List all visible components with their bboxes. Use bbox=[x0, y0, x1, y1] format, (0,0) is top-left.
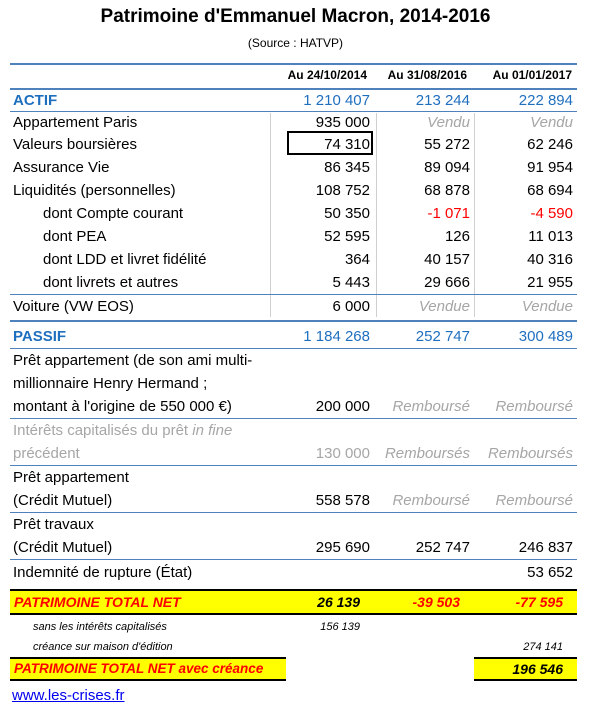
passif-value-2014: 1 184 268 bbox=[303, 328, 370, 345]
cell-value: -4 590 bbox=[530, 205, 573, 222]
cell-value: 295 690 bbox=[315, 539, 370, 556]
cell-value: 40 316 bbox=[527, 251, 573, 268]
table-row bbox=[10, 395, 577, 418]
cell-value: 91 954 bbox=[527, 159, 573, 176]
actif-value-2014: 1 210 407 bbox=[303, 92, 370, 109]
row-label: précédent bbox=[13, 445, 80, 462]
page-title: Patrimoine d'Emmanuel Macron, 2014-2016 bbox=[100, 6, 491, 27]
cell-value: 252 747 bbox=[415, 539, 470, 556]
cell-value: Vendu bbox=[427, 114, 470, 131]
passif-label: PASSIF bbox=[13, 328, 67, 345]
row-label: Valeurs boursières bbox=[13, 136, 137, 153]
cell-value: Vendue bbox=[418, 298, 470, 315]
cell-value: 6 000 bbox=[332, 298, 370, 315]
table-row bbox=[10, 179, 577, 202]
cell-value: 74 310 bbox=[324, 136, 370, 153]
total-value-2016: -39 503 bbox=[412, 594, 460, 610]
row-label: (Crédit Mutuel) bbox=[13, 539, 113, 556]
table-row bbox=[10, 513, 577, 536]
cell-value: -1 071 bbox=[427, 205, 470, 222]
note-label: créance sur maison d'édition bbox=[33, 641, 173, 653]
note-value: 156 139 bbox=[320, 621, 360, 633]
cell-value: 86 345 bbox=[324, 159, 370, 176]
cell-value: 68 694 bbox=[527, 182, 573, 199]
table-row bbox=[10, 372, 577, 395]
table-row bbox=[10, 442, 577, 465]
row-label: Prêt travaux bbox=[13, 516, 94, 533]
cell-value: 50 350 bbox=[324, 205, 370, 222]
table-row bbox=[10, 202, 577, 225]
selected-cell-outline bbox=[287, 131, 373, 155]
row-label: montant à l'origine de 550 000 €) bbox=[13, 398, 232, 415]
cell-value: 126 bbox=[444, 228, 470, 245]
passif-value-2016: 252 747 bbox=[415, 328, 470, 345]
row-label: Prêt appartement (de son ami multi- bbox=[13, 352, 253, 369]
actif-value-2016: 213 244 bbox=[415, 92, 470, 109]
cell-value: 130 000 bbox=[315, 445, 370, 462]
total-value-2014: 26 139 bbox=[317, 594, 360, 610]
cell-value: 11 013 bbox=[528, 228, 573, 245]
row-label: dont Compte courant bbox=[43, 205, 184, 222]
cell-value: 55 272 bbox=[424, 136, 470, 153]
table-row bbox=[10, 349, 577, 372]
row-label: Voiture (VW EOS) bbox=[13, 298, 134, 315]
table-row bbox=[10, 271, 577, 294]
note-label: sans les intérêts capitalisés bbox=[33, 621, 167, 633]
row-label: Appartement Paris bbox=[13, 114, 138, 131]
top-rule bbox=[10, 63, 577, 65]
table-row bbox=[10, 248, 577, 271]
cell-value: 935 000 bbox=[315, 114, 370, 131]
total-label: PATRIMOINE TOTAL NET bbox=[14, 594, 181, 610]
cell-value: 29 666 bbox=[424, 274, 470, 291]
cell-value: 89 094 bbox=[424, 159, 470, 176]
table-row bbox=[10, 466, 577, 489]
row-label: dont PEA bbox=[43, 228, 107, 245]
passif-section-row bbox=[10, 325, 577, 348]
actif-section-row bbox=[10, 89, 577, 112]
source-link[interactable]: www.les-crises.fr bbox=[12, 687, 125, 704]
column-header-2016: Au 31/08/2016 bbox=[387, 68, 467, 82]
row-label bbox=[13, 419, 232, 442]
total2-value: 196 546 bbox=[512, 661, 563, 677]
table-row bbox=[10, 225, 577, 248]
actif-value-2017: 222 894 bbox=[518, 92, 573, 109]
row-label: Indemnité de rupture (État) bbox=[13, 564, 193, 581]
table-row bbox=[10, 295, 577, 318]
cell-value: Remboursés bbox=[384, 445, 470, 462]
total2-label: PATRIMOINE TOTAL NET avec créance bbox=[14, 661, 264, 676]
cell-value: Vendue bbox=[521, 298, 573, 315]
row-label: Prêt appartement bbox=[13, 469, 129, 486]
cell-value: 200 000 bbox=[315, 398, 370, 415]
table-row bbox=[10, 156, 577, 179]
section-rule bbox=[10, 320, 577, 322]
cell-value: 5 443 bbox=[332, 274, 370, 291]
cell-value: 52 595 bbox=[324, 228, 370, 245]
cell-value: 108 752 bbox=[315, 182, 370, 199]
cell-value: Remboursé bbox=[495, 492, 573, 509]
cell-value: 246 837 bbox=[518, 539, 573, 556]
column-header-2014: Au 24/10/2014 bbox=[287, 68, 367, 82]
row-label-italic: in fine bbox=[192, 422, 233, 439]
row-label: Liquidités (personnelles) bbox=[13, 182, 176, 199]
row-label: (Crédit Mutuel) bbox=[13, 492, 113, 509]
cell-value: 558 578 bbox=[315, 492, 370, 509]
cell-value: Vendu bbox=[530, 114, 573, 131]
row-label: Assurance Vie bbox=[13, 159, 110, 176]
row-label: dont LDD et livret fidélité bbox=[43, 251, 207, 268]
source-note: (Source : HATVP) bbox=[247, 36, 344, 50]
cell-value: 62 246 bbox=[527, 136, 573, 153]
row-rule bbox=[10, 559, 577, 560]
table-row bbox=[10, 489, 577, 512]
passif-value-2017: 300 489 bbox=[518, 328, 573, 345]
cell-value: Remboursés bbox=[487, 445, 573, 462]
cell-value: 21 955 bbox=[527, 274, 573, 291]
row-label: millionnaire Henry Hermand ; bbox=[13, 375, 208, 392]
column-header-2017: Au 01/01/2017 bbox=[492, 68, 572, 82]
note-value: 274 141 bbox=[523, 641, 563, 653]
cell-value: Remboursé bbox=[392, 492, 470, 509]
actif-label: ACTIF bbox=[13, 92, 58, 109]
cell-value: 68 878 bbox=[424, 182, 470, 199]
cell-value: 364 bbox=[344, 251, 370, 268]
cell-value: 53 652 bbox=[527, 564, 573, 581]
table-row bbox=[10, 561, 577, 584]
cell-value: Remboursé bbox=[495, 398, 573, 415]
cell-value: 40 157 bbox=[424, 251, 470, 268]
table-row bbox=[10, 536, 577, 559]
row-label-part: Intérêts capitalisés du prêt bbox=[13, 422, 193, 439]
row-label: dont livrets et autres bbox=[43, 274, 179, 291]
table-row bbox=[10, 419, 577, 442]
cell-value: Remboursé bbox=[392, 398, 470, 415]
total-value-2017: -77 595 bbox=[515, 594, 563, 610]
